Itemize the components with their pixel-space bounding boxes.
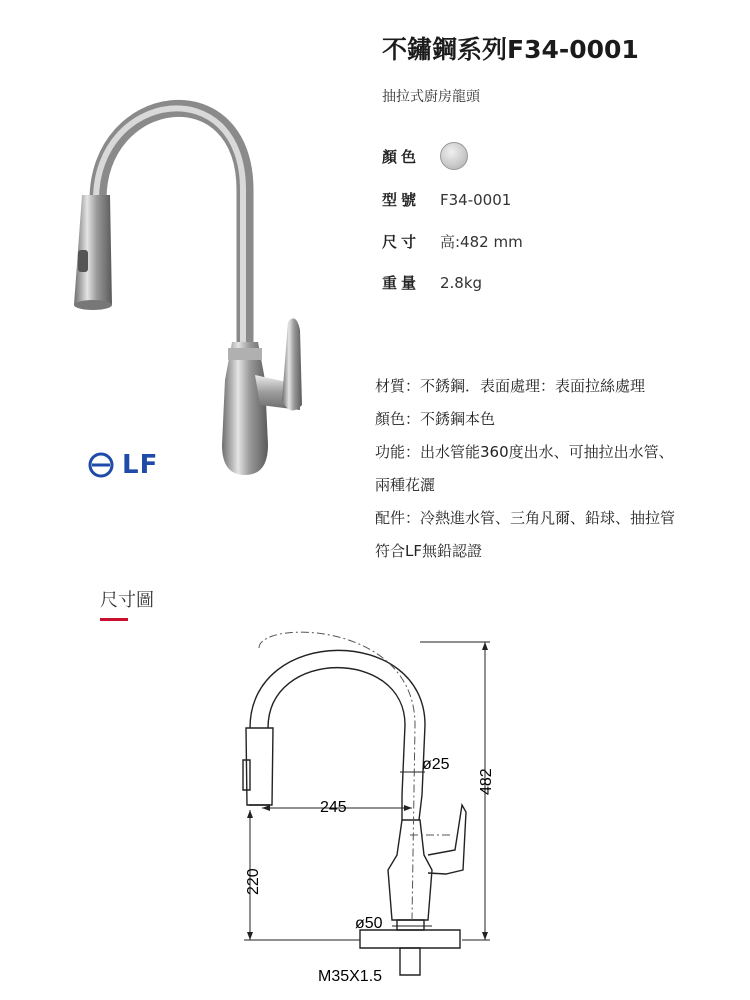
spec-value: 2.8kg — [440, 273, 483, 292]
spec-label: 尺寸 — [382, 233, 421, 251]
spec-row-color — [382, 142, 468, 170]
desc-line-color: 顏色：不銹鋼本色 — [375, 410, 496, 428]
lf-logo — [88, 450, 158, 480]
dim-base-diameter-label: ø50 — [355, 915, 383, 932]
spec-label: 顏色 — [382, 147, 421, 166]
product-image — [60, 80, 350, 480]
lf-logo-text: LF — [122, 450, 159, 480]
desc-line-material: 材質：不銹鋼．表面處理：表面拉絲處理 — [375, 377, 646, 395]
spec-row-weight — [382, 272, 482, 293]
desc-line-certification: 符合LF無鉛認證 — [375, 542, 482, 560]
spec-label: 型號 — [382, 191, 421, 209]
desc-line-function-cont: 兩種花灑 — [375, 476, 436, 494]
product-title: 不鏽鋼系列F34-0001 — [382, 35, 639, 64]
spec-row-size — [382, 231, 523, 252]
spec-row-model — [382, 189, 511, 210]
dim-reach-label: 245 — [320, 799, 347, 816]
lf-certification-icon — [88, 452, 114, 478]
color-swatch[interactable] — [440, 142, 468, 170]
section-title-dimension: 尺寸圖 — [100, 590, 154, 611]
spec-label: 重量 — [382, 274, 421, 292]
product-description — [375, 370, 735, 568]
dimension-drawing — [0, 630, 750, 1000]
dim-thread-label: M35X1.5 — [318, 968, 383, 985]
product-subtitle: 抽拉式廚房龍頭 — [382, 89, 480, 105]
dim-spout-height-label: 220 — [245, 868, 262, 895]
spec-value: F34-0001 — [440, 190, 512, 209]
dim-height-label: 482 — [478, 768, 495, 795]
section-underline — [100, 618, 128, 621]
spec-value: 高:482 mm — [440, 233, 523, 251]
desc-line-accessories: 配件：冷熱進水管、三角凡爾、鉛球、抽拉管 — [375, 509, 676, 527]
desc-line-function: 功能：出水管能360度出水、可抽拉出水管、 — [375, 443, 674, 461]
dim-spout-diameter-label: ø25 — [422, 756, 450, 773]
